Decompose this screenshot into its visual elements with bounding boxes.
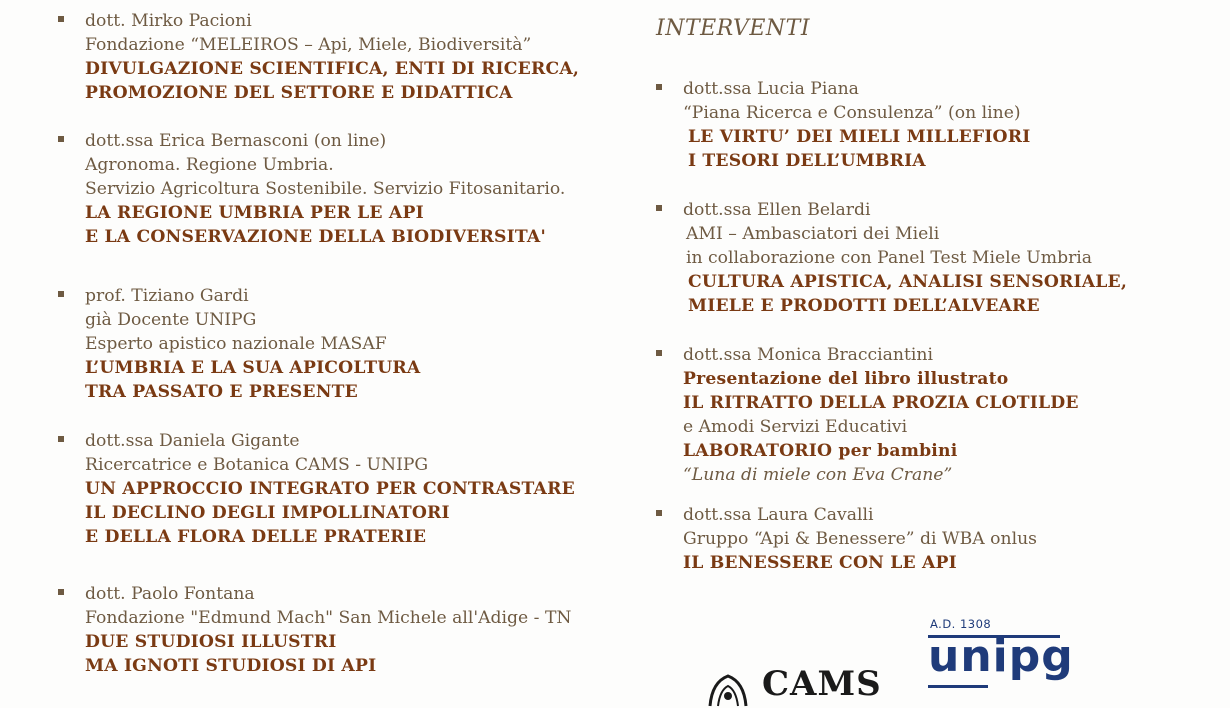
book-title: IL RITRATTO DELLA PROZIA CLOTILDE <box>683 393 1079 413</box>
speaker-affiliation: Fondazione “MELEIROS – Api, Miele, Biodiversità” <box>85 35 532 55</box>
talk-title: PROMOZIONE DEL SETTORE E DIDATTICA <box>85 83 513 103</box>
speaker-block <box>656 343 1079 487</box>
talk-title: E DELLA FLORA DELLE PRATERIE <box>85 527 427 547</box>
talk-title: TRA PASSATO E PRESENTE <box>85 382 358 402</box>
bullet-icon <box>58 436 64 442</box>
section-heading: INTERVENTI <box>656 16 811 41</box>
unipg-founding-year: A.D. 1308 <box>930 617 992 631</box>
talk-title: UN APPROCCIO INTEGRATO PER CONTRASTARE <box>85 479 575 499</box>
speaker-affiliation: e Amodi Servizi Educativi <box>683 417 908 437</box>
bullet-icon <box>656 350 662 356</box>
cams-wordmark: CAMS <box>762 664 882 704</box>
speaker-name: prof. Tiziano Gardi <box>85 286 249 306</box>
speaker-name: dott.ssa Monica Bracciantini <box>683 345 933 365</box>
speaker-affiliation: Agronoma. Regione Umbria. <box>85 155 334 175</box>
bullet-icon <box>656 510 662 516</box>
speaker-name: dott. Mirko Pacioni <box>85 11 252 31</box>
bullet-icon <box>58 291 64 297</box>
bee-emblem-icon <box>706 668 750 708</box>
speaker-name: dott.ssa Lucia Piana <box>683 79 859 99</box>
bullet-icon <box>58 136 64 142</box>
speaker-name: dott. Paolo Fontana <box>85 584 255 604</box>
talk-title: LE VIRTU’ DEI MIELI MILLEFIORI <box>688 127 1031 147</box>
speaker-block <box>656 77 1030 173</box>
speaker-name: dott.ssa Erica Bernasconi (on line) <box>85 131 387 151</box>
unipg-wordmark: unipg <box>928 631 1074 682</box>
book-presentation: Presentazione del libro illustrato <box>683 369 1009 389</box>
speaker-name: dott.ssa Ellen Belardi <box>683 200 871 220</box>
talk-title: MIELE E PRODOTTI DELL’ALVEARE <box>688 296 1040 316</box>
unipg-logo <box>928 615 1074 691</box>
talk-title: I TESORI DELL’UMBRIA <box>688 151 926 171</box>
speaker-block <box>58 582 571 678</box>
speaker-affiliation: già Docente UNIPG <box>85 310 257 330</box>
speaker-affiliation: Gruppo “Api & Benessere” di WBA onlus <box>683 529 1037 549</box>
bullet-icon <box>656 84 662 90</box>
talk-title: MA IGNOTI STUDIOSI DI API <box>85 656 377 676</box>
workshop-subtitle: “Luna di miele con Eva Crane” <box>683 465 953 485</box>
talk-title: E LA CONSERVAZIONE DELLA BIODIVERSITA' <box>85 227 546 247</box>
speaker-affiliation: in collaborazione con Panel Test Miele Umbria <box>686 248 1093 268</box>
talk-title: CULTURA APISTICA, ANALISI SENSORIALE, <box>688 272 1128 292</box>
workshop-title: LABORATORIO per bambini <box>683 441 958 461</box>
talk-title: IL DECLINO DEGLI IMPOLLINATORI <box>85 503 450 523</box>
speaker-block <box>58 284 420 404</box>
talk-title: DUE STUDIOSI ILLUSTRI <box>85 632 337 652</box>
talk-title: LA REGIONE UMBRIA PER LE API <box>85 203 424 223</box>
speaker-name: dott.ssa Daniela Gigante <box>85 431 300 451</box>
cams-logo <box>706 664 906 704</box>
speaker-affiliation: Esperto apistico nazionale MASAF <box>85 334 387 354</box>
speaker-affiliation: Ricercatrice e Botanica CAMS - UNIPG <box>85 455 429 475</box>
speaker-affiliation: “Piana Ricerca e Consulenza” (on line) <box>683 103 1021 123</box>
speaker-block <box>58 129 565 249</box>
speaker-name: dott.ssa Laura Cavalli <box>683 505 874 525</box>
bullet-icon <box>656 205 662 211</box>
speaker-affiliation: Servizio Agricoltura Sostenibile. Servizio Fitosanitario. <box>85 179 566 199</box>
speaker-block <box>656 503 1037 575</box>
speaker-affiliation: AMI – Ambasciatori dei Mieli <box>686 224 940 244</box>
bullet-icon <box>58 589 64 595</box>
speaker-block <box>656 198 1127 318</box>
speaker-block <box>58 429 575 549</box>
bullet-icon <box>58 16 64 22</box>
talk-title: IL BENESSERE CON LE API <box>683 553 957 573</box>
talk-title: L’UMBRIA E LA SUA APICOLTURA <box>85 358 421 378</box>
speaker-block <box>58 9 579 105</box>
talk-title: DIVULGAZIONE SCIENTIFICA, ENTI DI RICERCA, <box>85 59 580 79</box>
speaker-affiliation: Fondazione "Edmund Mach" San Michele all'Adige - TN <box>85 608 572 628</box>
divider <box>928 685 988 688</box>
